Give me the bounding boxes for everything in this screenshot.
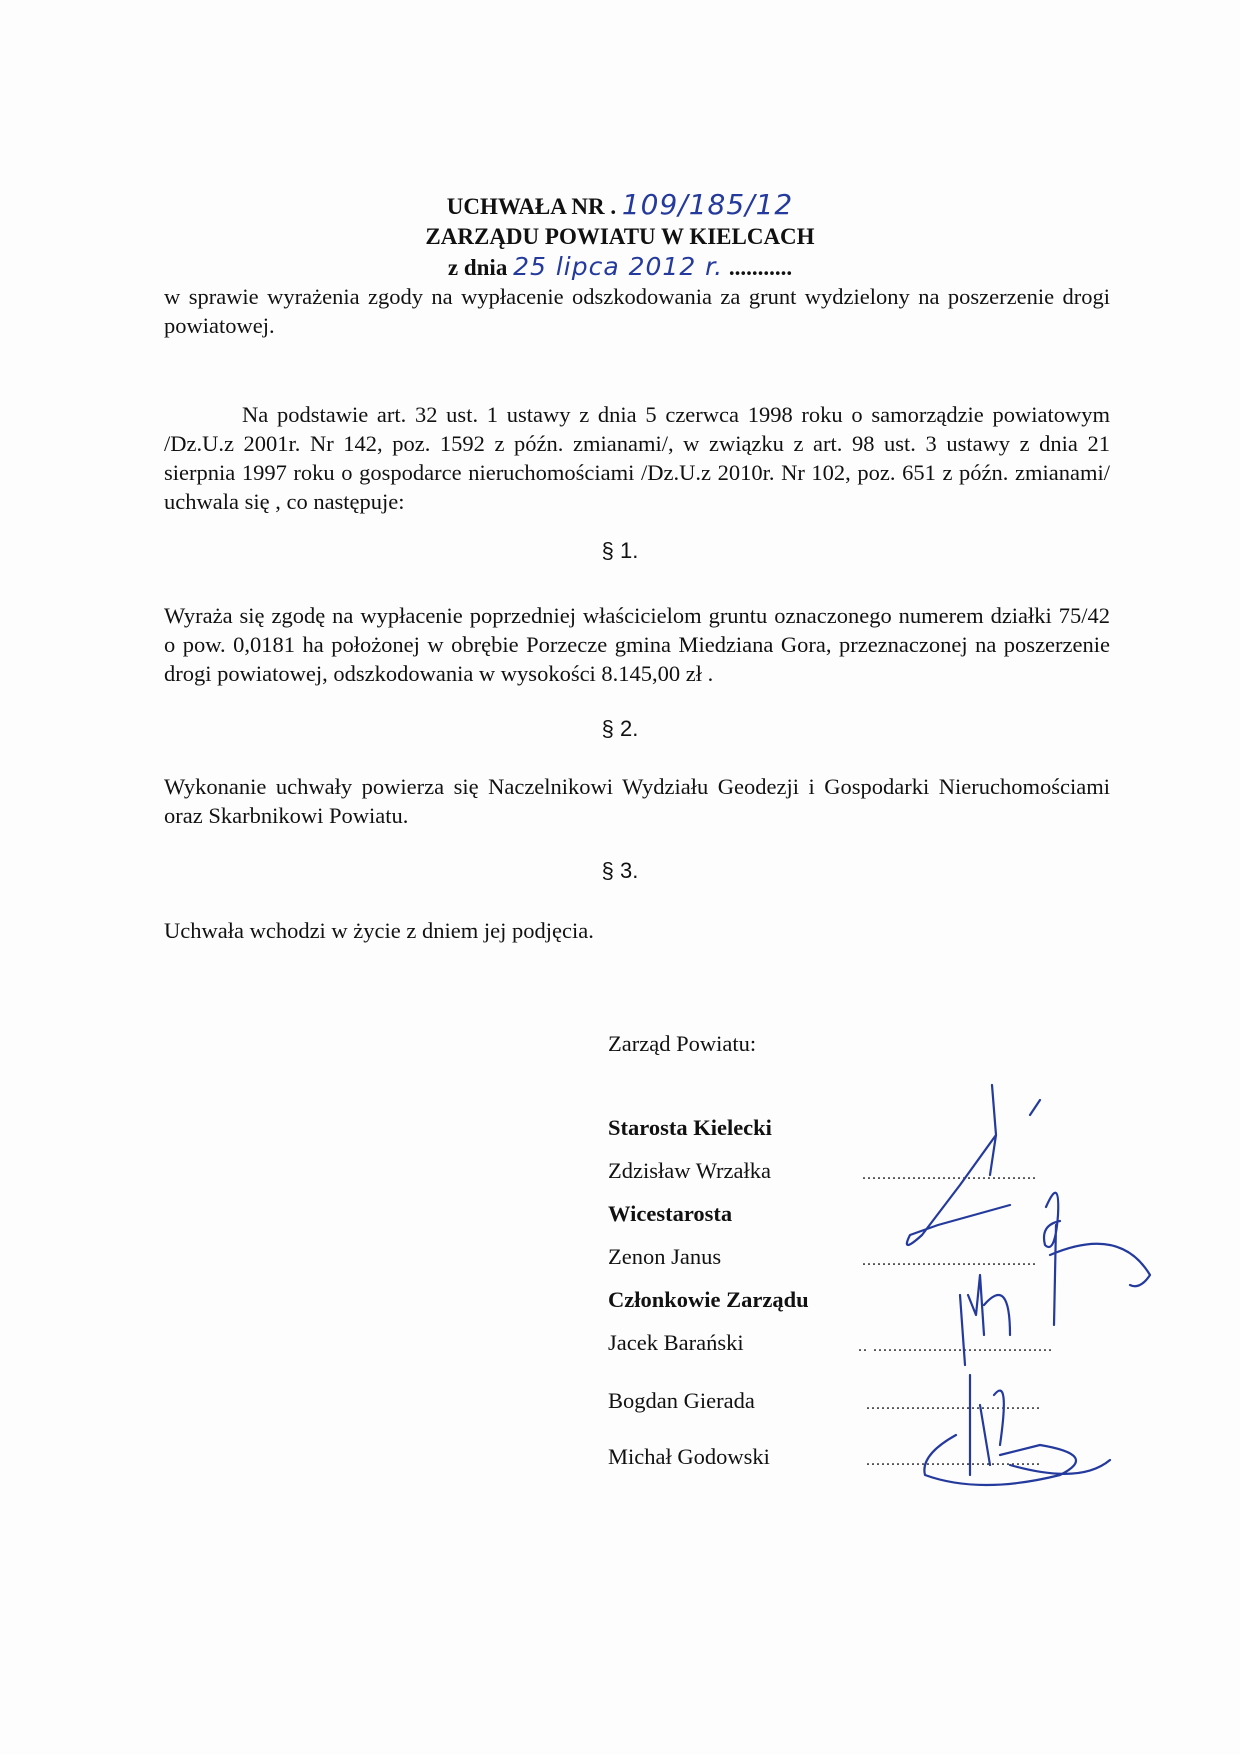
role-wicestarosta: Wicestarosta [608, 1201, 733, 1226]
role-starosta: Starosta Kielecki [608, 1115, 772, 1140]
date-dots: ........... [728, 255, 793, 280]
name-member-2: Bogdan Gierada [608, 1388, 755, 1413]
signature-member-1 [960, 1275, 1010, 1475]
name-starosta: Zdzisław Wrzałka [608, 1158, 771, 1183]
board-name: ZARZĄDU POWIATU W KIELCACH [425, 224, 815, 249]
section-2-text: Wykonanie uchwały powierza się Naczelnikowi Wydziału Geodezji i Gospodarki Nieruchomościami oraz Skarbnikowi Powiatu. [164, 774, 1110, 828]
signature-line-member-3: ................................... [866, 1452, 1041, 1469]
role-board-members: Członkowie Zarządu [608, 1287, 809, 1312]
resolution-date: 25 lipca 2012 r. [513, 252, 724, 281]
signatures-heading: Zarząd Powiatu: [608, 1031, 757, 1056]
name-member-3: Michał Godowski [608, 1444, 770, 1469]
signature-line-member-2: ................................... [866, 1396, 1041, 1413]
resolution-title: UCHWAŁA NR [446, 194, 605, 219]
legal-basis-preamble: Na podstawie art. 32 ust. 1 ustawy z dnia 5 czerwca 1998 roku o samorządzie powiatowym /Dz.U.z 2001r. Nr 142, poz. 1592 z późn. zmianami/, w związku z art. 98 ust. 3 ustawy z dnia 21 sierpnia 1997 roku o gospodarce nieruchomościami /Dz.U.z 2010r. Nr 102, poz. 651 z późn. zmianami/ uchwala się , co następuje: [164, 402, 1110, 514]
section-3-sign: § 3. [601, 858, 639, 883]
document-header [0, 190, 1240, 283]
title-line [0, 190, 1240, 222]
section-1-sign: § 1. [601, 538, 639, 563]
name-wicestarosta: Zenon Janus [608, 1244, 722, 1269]
title-dots: . [610, 194, 617, 219]
section-1-text: Wyraża się zgodę na wypłacenie poprzedniej właścicielom gruntu oznaczonego numerem działki 75/42 o pow. 0,0181 ha położonej w obrębie Porzecze gmina Miedziana Gora, przeznaczonej na poszerzenie drogi powiatowej, odszkodowania w wysokości 8.145,00 zł . [164, 603, 1110, 686]
signature-member-2 [924, 1435, 1110, 1485]
section-3-text: Uchwała wchodzi w życie z dniem jej podjęcia. [164, 918, 594, 943]
signature-wicestarosta [1044, 1193, 1150, 1325]
signature-line-member-1: .. .................................... [858, 1338, 1053, 1355]
name-member-1: Jacek Barański [608, 1330, 744, 1355]
date-prefix: z dnia [447, 255, 508, 280]
section-2-sign: § 2. [601, 716, 639, 741]
signature-starosta [907, 1085, 1040, 1245]
resolution-subject: w sprawie wyrażenia zgody na wypłacenie odszkodowania za grunt wydzielony na poszerzenie drogi powiatowej. [164, 284, 1110, 338]
date-line [0, 252, 1240, 283]
signature-line-starosta: ................................... [862, 1166, 1037, 1183]
resolution-number: 109/185/12 [621, 188, 794, 221]
handwritten-signatures [860, 1075, 1160, 1495]
signature-line-wicestarosta: ................................... [862, 1252, 1037, 1269]
